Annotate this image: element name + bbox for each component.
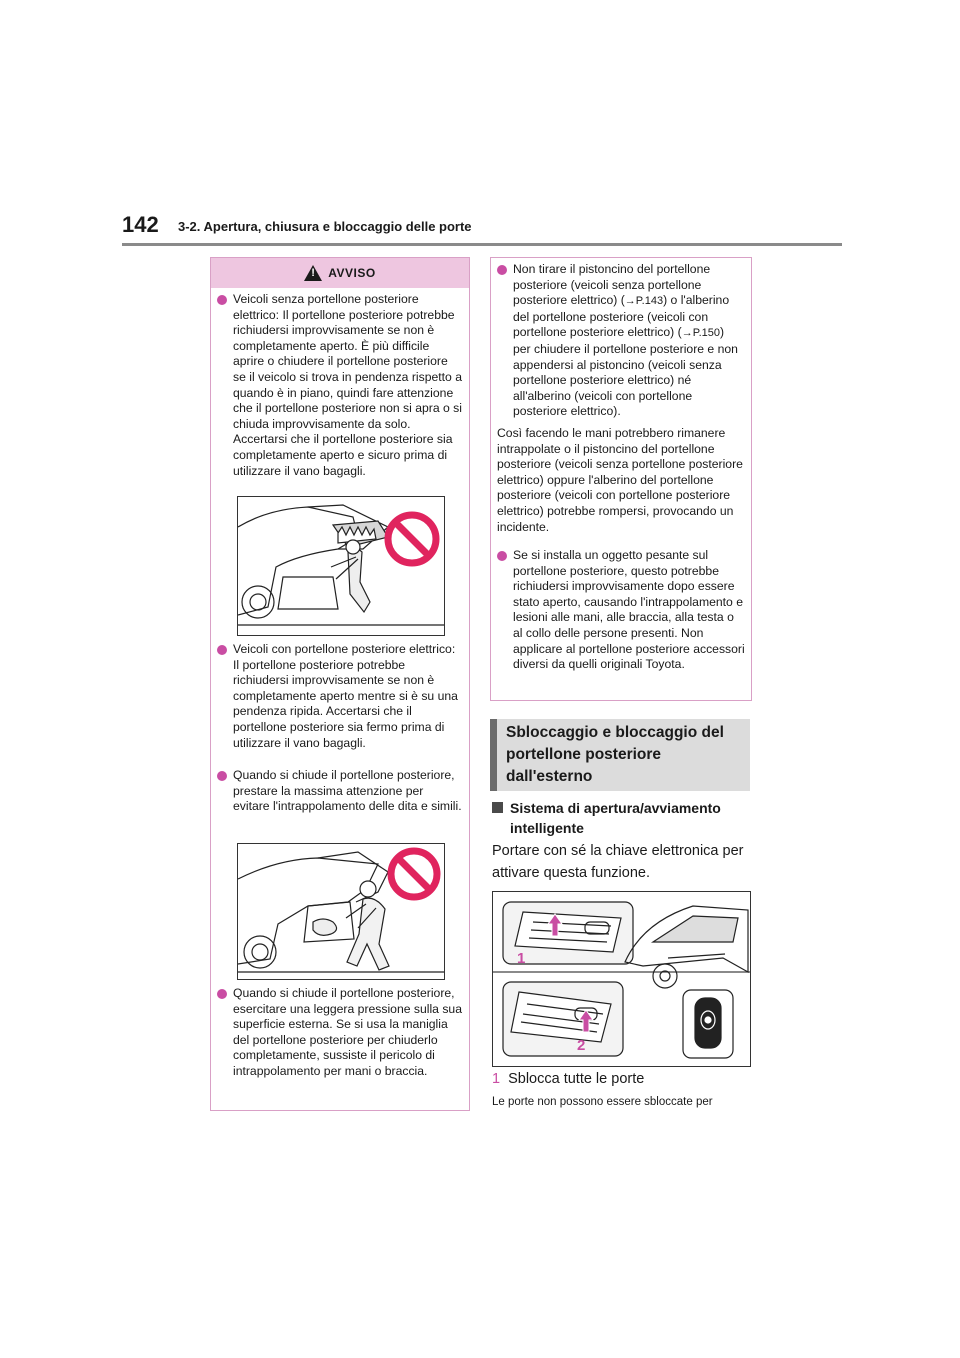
- car-tailgate-person-illustration: [238, 497, 444, 635]
- subsection-heading: Sistema di apertura/avviamento intelligente: [492, 798, 752, 838]
- page-number: 142: [122, 212, 159, 237]
- warning-triangle-icon: [304, 265, 322, 281]
- warning-header: [211, 258, 469, 288]
- prohibition-icon: [388, 515, 436, 563]
- door-handle-and-key-illustration: [493, 892, 750, 1066]
- step-item: [492, 1071, 750, 1087]
- warning-bullet: [495, 262, 745, 420]
- page-reference-link[interactable]: →P.143: [624, 295, 664, 308]
- illustration-tailgate-closing: [237, 843, 445, 980]
- section-body: Portare con sé la chiave elettronica per attivare questa funzione.: [492, 843, 744, 881]
- warning-bullet: Quando si chiude il portellone posteriore, prestare la massima attenzione per evitare l'intrappolamento delle dita e simili.: [215, 768, 463, 815]
- section-header: [490, 719, 750, 791]
- warning-bullet: Se si installa un oggetto pesante sul portellone posteriore, questo potrebbe richiudersi improvvisamente dopo essere stato aperto, causando l'intrappolamento e lesioni alle mani, alle braccia, alla testa o al collo delle persone presenti. Non applicare al portellone posteriore accessori diversi da quelli originali Toyota.: [495, 548, 745, 673]
- chapter-title: 3-2. Apertura, chiusura e bloccaggio delle porte: [178, 219, 472, 234]
- step-note: Le porte non possono essere sbloccate per: [492, 1096, 713, 1108]
- prohibition-icon: [391, 851, 437, 897]
- page-reference-link[interactable]: →P.150: [681, 327, 721, 340]
- warning-bullet: Veicoli con portellone posteriore elettrico: Il portellone posteriore potrebbe richiudersi improvvisamente se non è completamente aperto mentre si è su una pendenza ripida. Accertarsi che il portellone posteriore sia fermo prima di utilizzare il vano bagagli.: [215, 642, 463, 751]
- step-number: 1: [492, 1071, 501, 1087]
- callout-number: 1: [517, 950, 526, 967]
- section-accent-bar: [490, 719, 497, 791]
- callout-number: 2: [577, 1037, 586, 1054]
- step-text: Sblocca tutte le porte: [508, 1071, 645, 1087]
- bullet-text: ) o l'alberino del portellone posteriore (veicoli con portellone posteriore elettrico) (: [513, 293, 730, 340]
- warning-bullet: Veicoli senza portellone posteriore elettrico: Il portellone posteriore potrebbe richiudersi improvvisamente se non è completamente aperto. È più difficile aprire o chiudere il portellone posteriore se il veicolo si trova in pendenza rispetto a quando è in piano, quindi fare attenzione che il portellone posteriore non si apra o si chiuda improvvisamente da solo. Accertarsi che il portellone posteriore sia completamente aperto e sicuro prima di utilizzare il vano bagagli.: [215, 292, 463, 479]
- header-rule: [122, 243, 842, 246]
- illustration-door-handle-key: [492, 891, 751, 1067]
- illustration-tailgate-slope: [237, 496, 445, 636]
- bullet-text: Non tirare il pistoncino del portellone posteriore (veicoli senza portellone posteriore elettrico) (: [513, 262, 711, 308]
- car-closing-tailgate-illustration: [238, 844, 444, 979]
- warning-bullet: Quando si chiude il portellone posteriore, esercitare una leggera pressione sulla sua superficie esterna. Se si usa la maniglia del portellone posteriore per chiuderlo completamente, sussiste il pericolo di intrappolamento per mani o braccia.: [215, 986, 463, 1080]
- warning-paragraph: Così facendo le mani potrebbero rimanere intrappolate o il pistoncino del portellone posteriore (veicoli senza portellone posteriore elettrico) oppure l'alberino del portellone posteriore (veicoli con portellone posteriore elettrico) potrebbe rompersi, provocando un incidente.: [497, 426, 743, 534]
- section-title: Sbloccaggio e bloccaggio del portellone posteriore dall'esterno: [506, 724, 724, 785]
- warning-label: AVVISO: [328, 266, 376, 280]
- bullet-text: ) per chiudere il portellone posteriore e non appendersi al pistoncino (veicoli senza portellone posteriore elettrico) né all'alberino (veicoli con portellone posteriore elettrico).: [513, 325, 738, 419]
